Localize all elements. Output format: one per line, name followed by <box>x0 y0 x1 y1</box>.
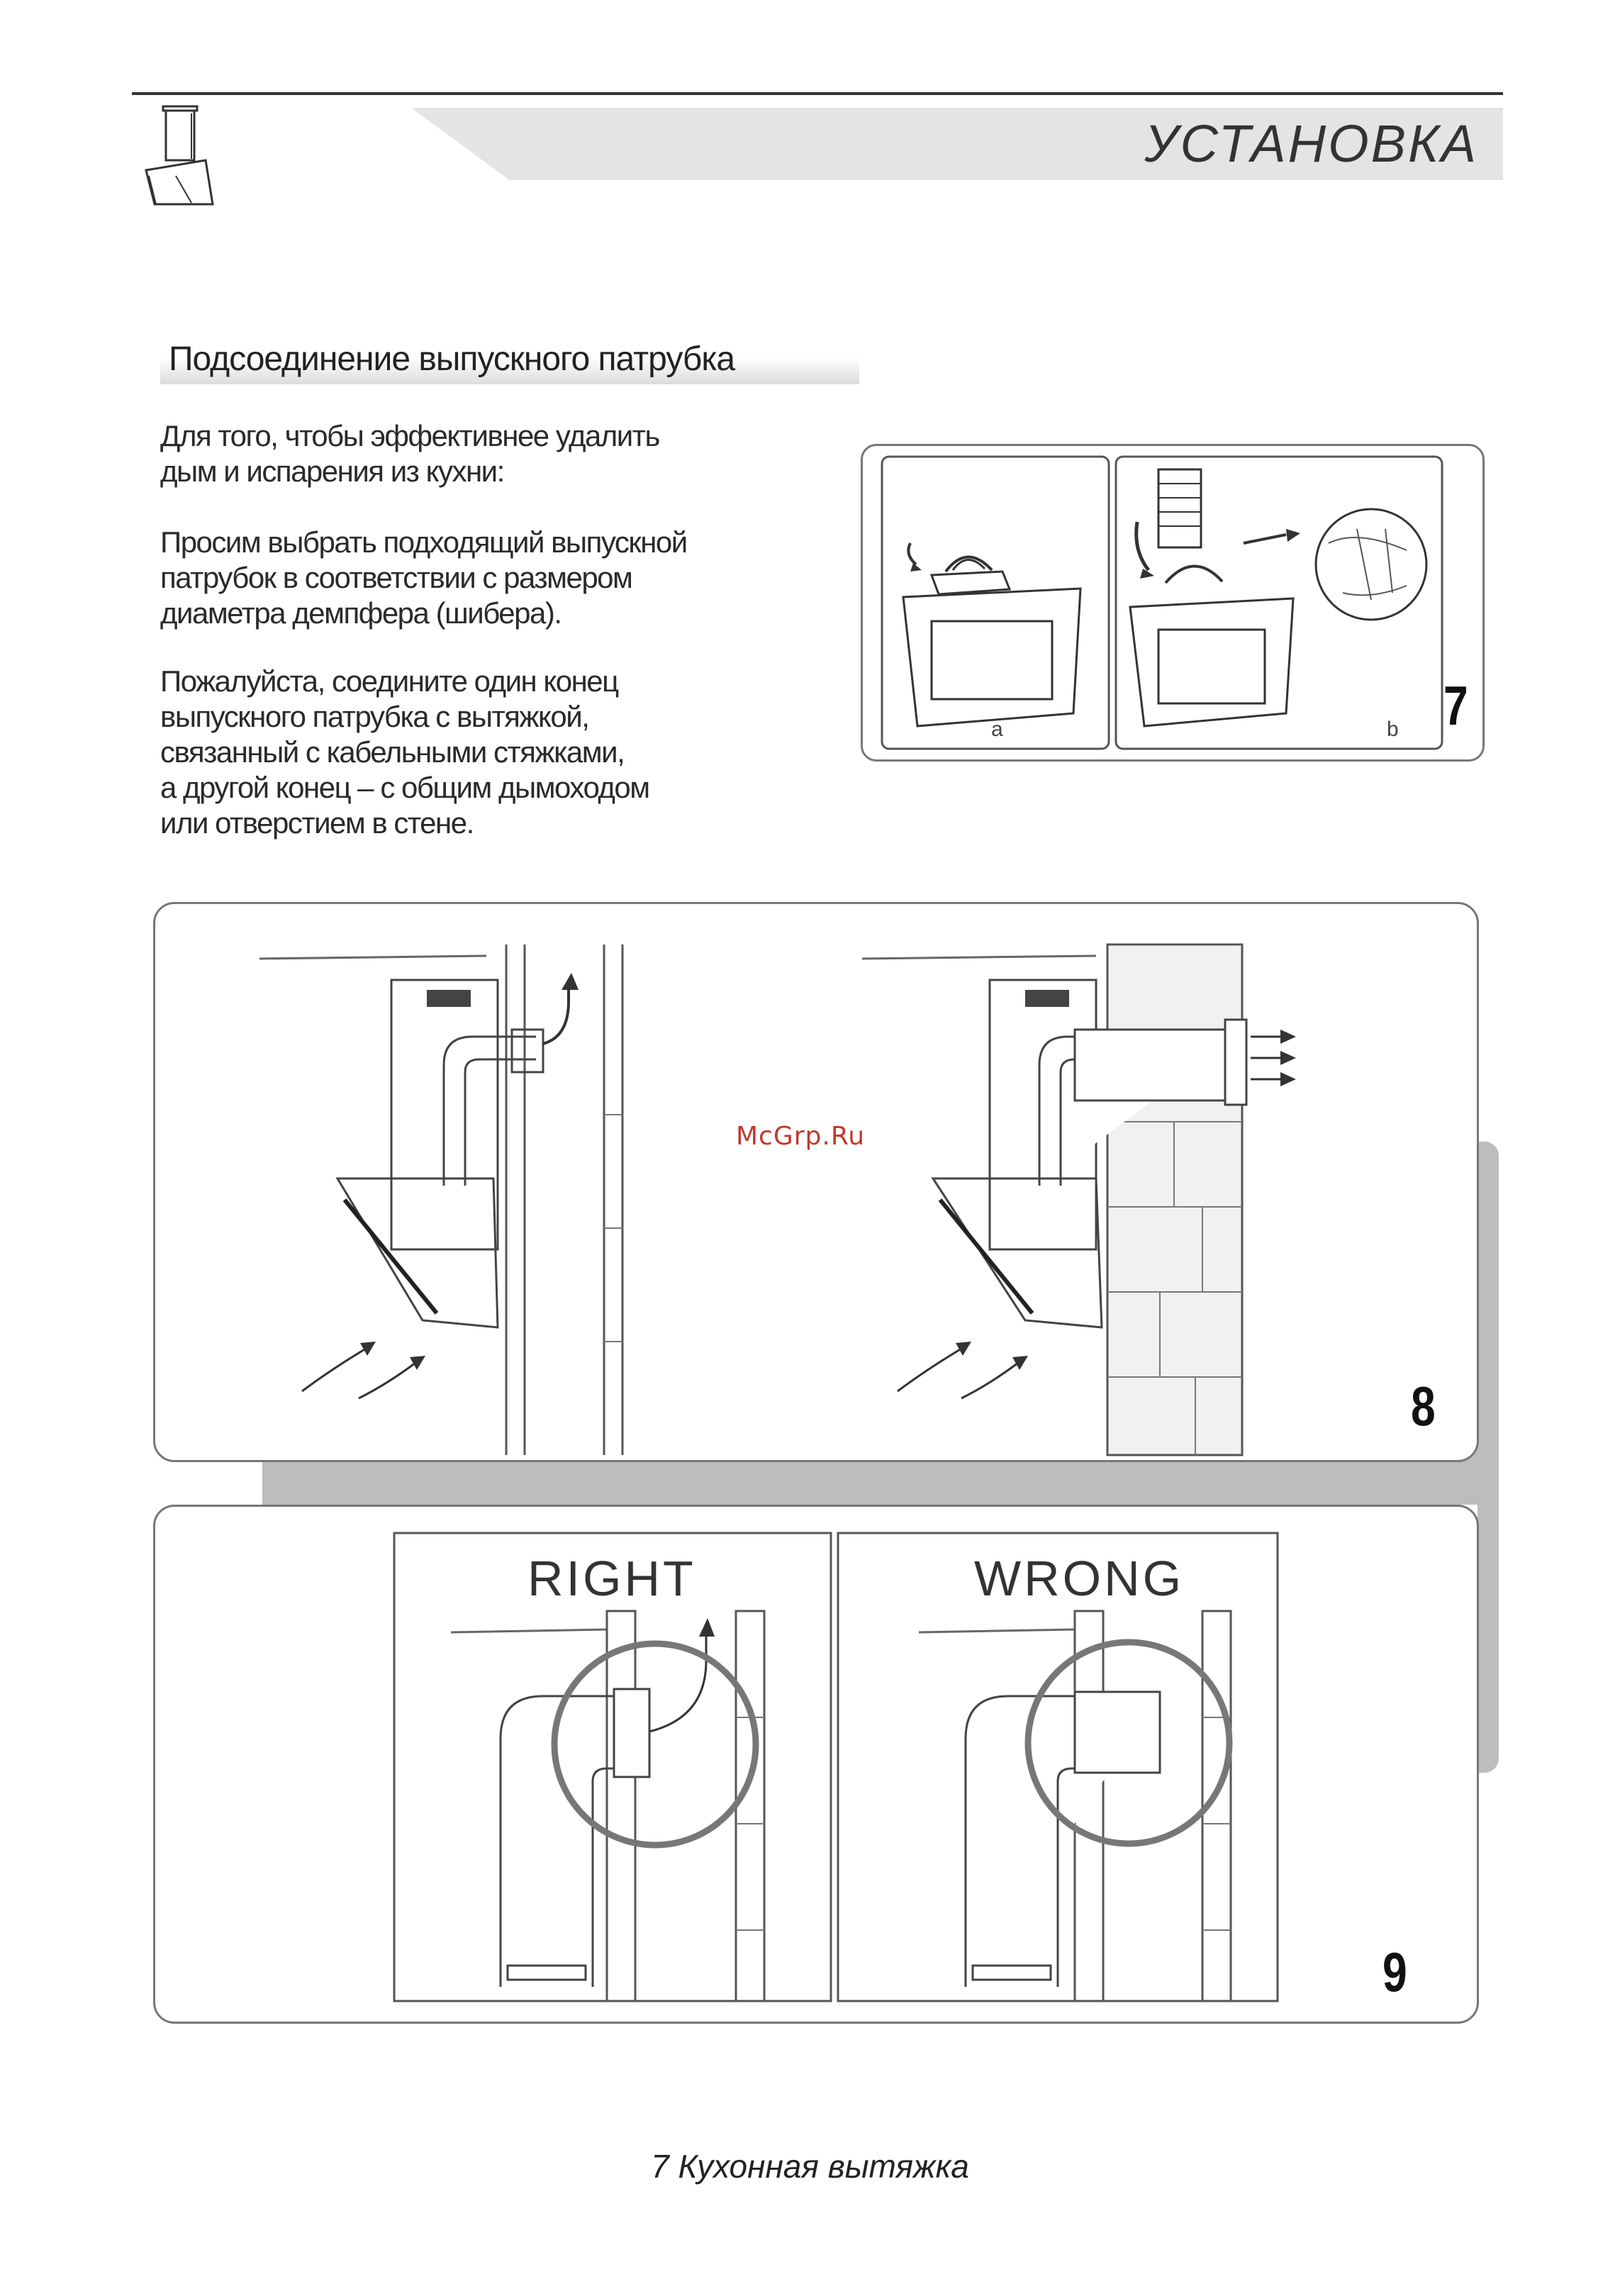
hood-icon <box>142 105 220 211</box>
figure-7-label-a: a <box>991 718 1003 741</box>
page-footer: 7 Кухонная вытяжка <box>651 2148 969 2185</box>
figure-8-number: 8 <box>1411 1375 1436 1437</box>
instruction-paragraph-2: Просим выбрать подходящий выпускной патрубок в соответствии с размером диаметра демпфера (шибера). <box>160 525 687 630</box>
figure-9-drawing <box>153 1505 1479 2024</box>
figure-9-number: 9 <box>1382 1941 1407 2003</box>
figure-7-drawing <box>861 444 1485 762</box>
section-heading: Подсоединение выпускного патрубка <box>160 335 859 384</box>
figure-shadow-right <box>1477 1142 1499 1773</box>
figure-7-number: 7 <box>1443 674 1468 737</box>
instruction-paragraph-3: Пожалуйста, соедините один конец выпускного патрубка с вытяжкой, связанный с кабельными стяжками, а другой конец – с общим дымоходом или отверстием в стене. <box>160 664 649 840</box>
watermark: McGrp.Ru <box>736 1122 866 1151</box>
page-title: УСТАНОВКА <box>1144 114 1478 173</box>
right-label: RIGHT <box>527 1551 696 1606</box>
instruction-paragraph-1: Для того, чтобы эффективнее удалить дым и испарения из кухни: <box>160 419 659 488</box>
wrong-label: WRONG <box>974 1551 1185 1606</box>
figure-8-drawing <box>153 902 1479 1462</box>
figure-7-label-b: b <box>1387 718 1399 741</box>
header-rule <box>132 92 1503 95</box>
